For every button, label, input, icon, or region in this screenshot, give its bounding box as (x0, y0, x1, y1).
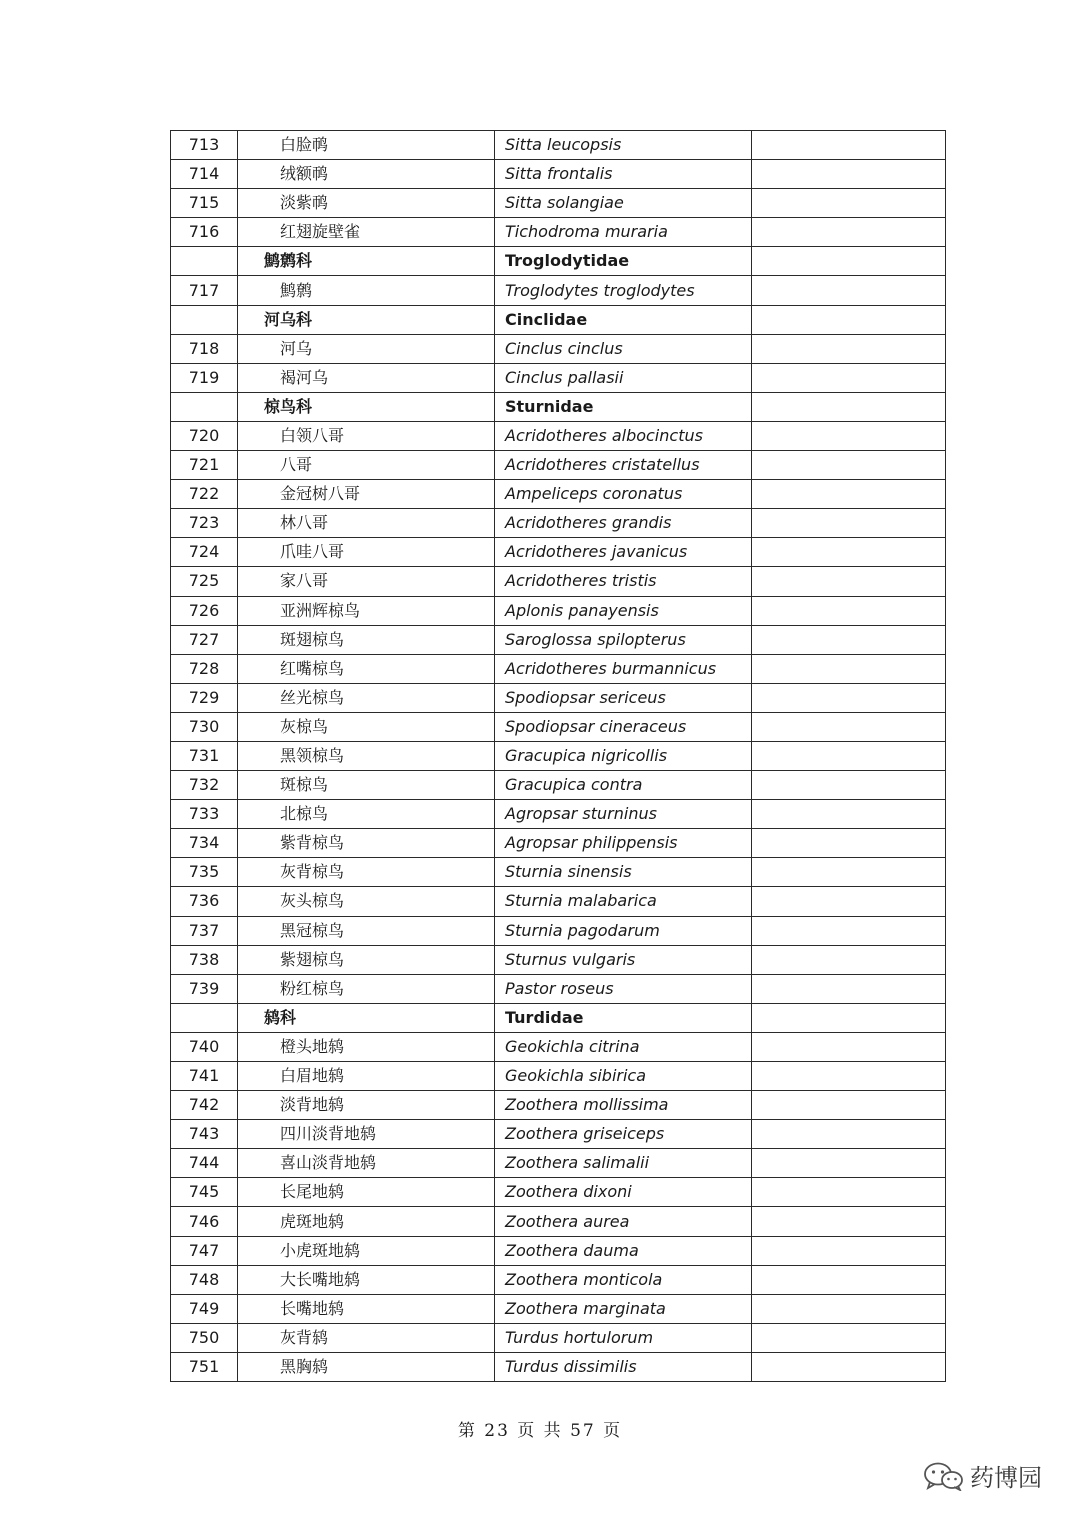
row-number: 733 (171, 800, 238, 829)
row-number: 725 (171, 567, 238, 596)
table-row (171, 596, 946, 625)
scientific-name: Sitta frontalis (495, 160, 752, 189)
remarks-cell (752, 160, 946, 189)
table-row (171, 683, 946, 712)
scientific-name: Tichodroma muraria (495, 218, 752, 247)
remarks-cell (752, 945, 946, 974)
remarks-cell (752, 247, 946, 276)
remarks-cell (752, 712, 946, 741)
remarks-cell (752, 218, 946, 247)
row-number: 723 (171, 509, 238, 538)
chinese-name: 大长嘴地鸫 (238, 1265, 495, 1294)
scientific-name: Gracupica contra (495, 771, 752, 800)
chinese-name: 白领八哥 (238, 421, 495, 450)
table-row (171, 771, 946, 800)
row-number: 745 (171, 1178, 238, 1207)
table-row (171, 1032, 946, 1061)
remarks-cell (752, 916, 946, 945)
remarks-cell (752, 683, 946, 712)
chinese-name: 紫翅椋鸟 (238, 945, 495, 974)
row-number (171, 247, 238, 276)
chinese-name: 淡背地鸫 (238, 1091, 495, 1120)
species-table-body (171, 131, 946, 1382)
scientific-name: Acridotheres albocinctus (495, 421, 752, 450)
remarks-cell (752, 363, 946, 392)
chinese-name: 褐河乌 (238, 363, 495, 392)
remarks-cell (752, 1120, 946, 1149)
remarks-cell (752, 1352, 946, 1381)
row-number: 714 (171, 160, 238, 189)
remarks-cell (752, 1003, 946, 1032)
scientific-name: Zoothera marginata (495, 1294, 752, 1323)
row-number: 750 (171, 1323, 238, 1352)
row-number: 743 (171, 1120, 238, 1149)
scientific-name: Sturnia pagodarum (495, 916, 752, 945)
remarks-cell (752, 829, 946, 858)
remarks-cell (752, 858, 946, 887)
row-number: 732 (171, 771, 238, 800)
chinese-name: 紫背椋鸟 (238, 829, 495, 858)
chinese-name: 鹪鹩科 (238, 247, 495, 276)
table-row (171, 800, 946, 829)
remarks-cell (752, 1265, 946, 1294)
row-number (171, 392, 238, 421)
chinese-name: 灰椋鸟 (238, 712, 495, 741)
remarks-cell (752, 1032, 946, 1061)
table-row (171, 363, 946, 392)
scientific-name: Zoothera dauma (495, 1236, 752, 1265)
scientific-name: Zoothera salimalii (495, 1149, 752, 1178)
scientific-name: Acridotheres cristatellus (495, 451, 752, 480)
wechat-icon (922, 1461, 966, 1491)
table-row (171, 1265, 946, 1294)
scientific-name: Gracupica nigricollis (495, 741, 752, 770)
scientific-name: Acridotheres tristis (495, 567, 752, 596)
chinese-name: 四川淡背地鸫 (238, 1120, 495, 1149)
row-number: 734 (171, 829, 238, 858)
scientific-name: Troglodytes troglodytes (495, 276, 752, 305)
remarks-cell (752, 654, 946, 683)
scientific-name: Troglodytidae (495, 247, 752, 276)
chinese-name: 北椋鸟 (238, 800, 495, 829)
table-row (171, 218, 946, 247)
chinese-name: 黑冠椋鸟 (238, 916, 495, 945)
row-number: 724 (171, 538, 238, 567)
scientific-name: Acridotheres burmannicus (495, 654, 752, 683)
row-number: 748 (171, 1265, 238, 1294)
remarks-cell (752, 567, 946, 596)
chinese-name: 喜山淡背地鸫 (238, 1149, 495, 1178)
remarks-cell (752, 392, 946, 421)
table-row (171, 131, 946, 160)
row-number: 746 (171, 1207, 238, 1236)
chinese-name: 鸫科 (238, 1003, 495, 1032)
scientific-name: Zoothera griseiceps (495, 1120, 752, 1149)
chinese-name: 灰背椋鸟 (238, 858, 495, 887)
watermark-text: 药博园 (970, 1464, 1042, 1492)
row-number: 730 (171, 712, 238, 741)
scientific-name: Saroglossa spilopterus (495, 625, 752, 654)
row-number: 718 (171, 334, 238, 363)
remarks-cell (752, 1323, 946, 1352)
chinese-name: 鹪鹩 (238, 276, 495, 305)
scientific-name: Sitta leucopsis (495, 131, 752, 160)
table-row (171, 974, 946, 1003)
scientific-name: Agropsar sturninus (495, 800, 752, 829)
remarks-cell (752, 276, 946, 305)
row-number: 716 (171, 218, 238, 247)
scientific-name: Agropsar philippensis (495, 829, 752, 858)
scientific-name: Spodiopsar sericeus (495, 683, 752, 712)
row-number: 731 (171, 741, 238, 770)
row-number: 717 (171, 276, 238, 305)
scientific-name: Ampeliceps coronatus (495, 480, 752, 509)
table-row (171, 538, 946, 567)
row-number: 729 (171, 683, 238, 712)
remarks-cell (752, 509, 946, 538)
remarks-cell (752, 131, 946, 160)
table-row (171, 1323, 946, 1352)
table-row (171, 945, 946, 974)
scientific-name: Pastor roseus (495, 974, 752, 1003)
row-number: 726 (171, 596, 238, 625)
scientific-name: Turdus dissimilis (495, 1352, 752, 1381)
chinese-name: 斑椋鸟 (238, 771, 495, 800)
chinese-name: 八哥 (238, 451, 495, 480)
page-number: 第 23 页 共 57 页 (457, 1421, 623, 1441)
family-row (171, 392, 946, 421)
chinese-name: 红翅旋壁雀 (238, 218, 495, 247)
remarks-cell (752, 538, 946, 567)
table-row (171, 1294, 946, 1323)
chinese-name: 淡紫䴓 (238, 189, 495, 218)
scientific-name: Sturnia sinensis (495, 858, 752, 887)
scientific-name: Sitta solangiae (495, 189, 752, 218)
scientific-name: Spodiopsar cineraceus (495, 712, 752, 741)
table-row (171, 276, 946, 305)
scientific-name: Cinclus cinclus (495, 334, 752, 363)
remarks-cell (752, 1149, 946, 1178)
row-number: 738 (171, 945, 238, 974)
scientific-name: Geokichla sibirica (495, 1062, 752, 1091)
table-row (171, 1062, 946, 1091)
scientific-name: Zoothera aurea (495, 1207, 752, 1236)
scientific-name: Sturnia malabarica (495, 887, 752, 916)
family-row (171, 247, 946, 276)
scientific-name: Turdidae (495, 1003, 752, 1032)
scientific-name: Cinclus pallasii (495, 363, 752, 392)
remarks-cell (752, 625, 946, 654)
scientific-name: Zoothera monticola (495, 1265, 752, 1294)
remarks-cell (752, 1178, 946, 1207)
chinese-name: 林八哥 (238, 509, 495, 538)
table-row (171, 1236, 946, 1265)
table-row (171, 509, 946, 538)
chinese-name: 椋鸟科 (238, 392, 495, 421)
chinese-name: 灰头椋鸟 (238, 887, 495, 916)
scientific-name: Cinclidae (495, 305, 752, 334)
row-number: 736 (171, 887, 238, 916)
table-row (171, 1178, 946, 1207)
remarks-cell (752, 189, 946, 218)
scientific-name: Acridotheres grandis (495, 509, 752, 538)
table-row (171, 858, 946, 887)
chinese-name: 粉红椋鸟 (238, 974, 495, 1003)
remarks-cell (752, 741, 946, 770)
chinese-name: 家八哥 (238, 567, 495, 596)
remarks-cell (752, 800, 946, 829)
chinese-name: 黑领椋鸟 (238, 741, 495, 770)
chinese-name: 白眉地鸫 (238, 1062, 495, 1091)
scientific-name: Aplonis panayensis (495, 596, 752, 625)
remarks-cell (752, 1236, 946, 1265)
table-row (171, 421, 946, 450)
species-table (170, 130, 946, 1382)
family-row (171, 1003, 946, 1032)
row-number (171, 1003, 238, 1032)
family-row (171, 305, 946, 334)
table-row (171, 1149, 946, 1178)
chinese-name: 长嘴地鸫 (238, 1294, 495, 1323)
row-number (171, 305, 238, 334)
table-row (171, 189, 946, 218)
row-number: 751 (171, 1352, 238, 1381)
scientific-name: Geokichla citrina (495, 1032, 752, 1061)
scientific-name: Acridotheres javanicus (495, 538, 752, 567)
table-row (171, 1352, 946, 1381)
table-row (171, 480, 946, 509)
remarks-cell (752, 1294, 946, 1323)
remarks-cell (752, 451, 946, 480)
row-number: 728 (171, 654, 238, 683)
table-row (171, 829, 946, 858)
table-row (171, 916, 946, 945)
remarks-cell (752, 334, 946, 363)
row-number: 715 (171, 189, 238, 218)
chinese-name: 河乌科 (238, 305, 495, 334)
chinese-name: 河乌 (238, 334, 495, 363)
table-row (171, 887, 946, 916)
row-number: 737 (171, 916, 238, 945)
remarks-cell (752, 1207, 946, 1236)
remarks-cell (752, 974, 946, 1003)
chinese-name: 金冠树八哥 (238, 480, 495, 509)
scientific-name: Sturnidae (495, 392, 752, 421)
row-number: 720 (171, 421, 238, 450)
table-row (171, 160, 946, 189)
remarks-cell (752, 421, 946, 450)
remarks-cell (752, 596, 946, 625)
chinese-name: 长尾地鸫 (238, 1178, 495, 1207)
chinese-name: 斑翅椋鸟 (238, 625, 495, 654)
row-number: 713 (171, 131, 238, 160)
chinese-name: 虎斑地鸫 (238, 1207, 495, 1236)
table-row (171, 1120, 946, 1149)
remarks-cell (752, 305, 946, 334)
chinese-name: 白脸䴓 (238, 131, 495, 160)
remarks-cell (752, 887, 946, 916)
table-row (171, 625, 946, 654)
chinese-name: 绒额䴓 (238, 160, 495, 189)
remarks-cell (752, 771, 946, 800)
table-row (171, 1091, 946, 1120)
scientific-name: Zoothera mollissima (495, 1091, 752, 1120)
chinese-name: 亚洲辉椋鸟 (238, 596, 495, 625)
remarks-cell (752, 1062, 946, 1091)
row-number: 742 (171, 1091, 238, 1120)
remarks-cell (752, 480, 946, 509)
scientific-name: Zoothera dixoni (495, 1178, 752, 1207)
chinese-name: 红嘴椋鸟 (238, 654, 495, 683)
scientific-name: Sturnus vulgaris (495, 945, 752, 974)
chinese-name: 灰背鸫 (238, 1323, 495, 1352)
chinese-name: 爪哇八哥 (238, 538, 495, 567)
table-row (171, 741, 946, 770)
row-number: 727 (171, 625, 238, 654)
table-row (171, 334, 946, 363)
watermark (922, 1458, 1042, 1493)
row-number: 741 (171, 1062, 238, 1091)
chinese-name: 小虎斑地鸫 (238, 1236, 495, 1265)
chinese-name: 丝光椋鸟 (238, 683, 495, 712)
table-row (171, 654, 946, 683)
table-row (171, 712, 946, 741)
row-number: 721 (171, 451, 238, 480)
table-row (171, 1207, 946, 1236)
scientific-name: Turdus hortulorum (495, 1323, 752, 1352)
row-number: 735 (171, 858, 238, 887)
row-number: 749 (171, 1294, 238, 1323)
row-number: 739 (171, 974, 238, 1003)
table-row (171, 567, 946, 596)
table-row (171, 451, 946, 480)
row-number: 722 (171, 480, 238, 509)
row-number: 740 (171, 1032, 238, 1061)
row-number: 747 (171, 1236, 238, 1265)
row-number: 744 (171, 1149, 238, 1178)
remarks-cell (752, 1091, 946, 1120)
row-number: 719 (171, 363, 238, 392)
chinese-name: 橙头地鸫 (238, 1032, 495, 1061)
chinese-name: 黑胸鸫 (238, 1352, 495, 1381)
